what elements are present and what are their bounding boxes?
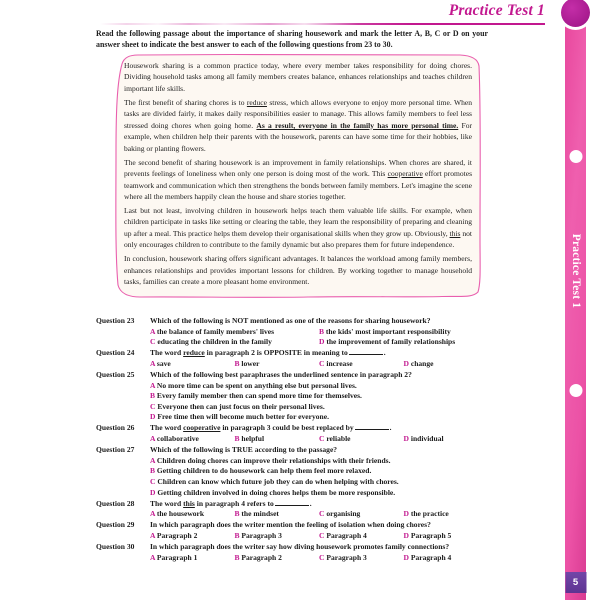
question-run: The word [150, 348, 184, 358]
options-column [96, 381, 488, 423]
answer-option[interactable] [150, 327, 319, 338]
options-column [96, 456, 488, 498]
option-text: helpful [241, 434, 265, 444]
option-letter: C [150, 401, 158, 411]
answer-option[interactable] [319, 553, 404, 564]
option-text: Free time then will become much better for everyone. [157, 412, 329, 422]
question-keyword: this [183, 498, 195, 508]
option-letter: B [234, 434, 242, 444]
option-letter: C [319, 509, 327, 519]
passage-run: Housework sharing is a common practice today, where every member takes responsibility for doing chores. Dividing household tasks among all family members creates balance, enhances relationships and teaches children important life skills. [124, 61, 472, 93]
option-text: educating the children in the family [157, 337, 272, 347]
answer-option[interactable] [404, 509, 489, 520]
tab-dot-upper [569, 150, 582, 163]
option-text: Paragraph 4 [410, 552, 452, 562]
answer-blank [355, 423, 389, 430]
option-letter: A [150, 358, 157, 368]
option-letter: B [150, 466, 157, 476]
answer-option[interactable] [404, 531, 489, 542]
option-letter: B [234, 358, 242, 368]
passage-text [124, 60, 472, 290]
answer-option[interactable] [150, 509, 235, 520]
option-text: reliable [326, 434, 351, 444]
question-number: Question 28 [96, 498, 135, 508]
page-title: Practice Test 1 [448, 2, 545, 19]
reading-passage-box [112, 52, 484, 302]
answer-blank [349, 348, 383, 355]
passage-run: For example, when children help their parents with the housework, parents can have some time for their hobbies, like baking or planting flowers. [124, 120, 473, 153]
answer-option[interactable] [319, 327, 488, 338]
answer-option[interactable] [150, 531, 235, 542]
question-number: Question 29 [96, 520, 135, 530]
passage-paragraph [124, 157, 472, 203]
option-text: organising [326, 509, 361, 519]
option-letter: A [150, 326, 157, 336]
answer-option[interactable] [319, 337, 488, 348]
option-text: the mindset [241, 509, 279, 519]
question-run: . [383, 348, 386, 358]
option-letter: C [319, 358, 327, 368]
answer-option[interactable] [150, 477, 488, 488]
question-block [96, 520, 488, 541]
passage-emphasis: As a result, everyone in the family has more personal time. [256, 120, 459, 130]
answer-option[interactable] [404, 434, 489, 445]
page-number: 5 [565, 572, 586, 593]
option-text: Paragraph 3 [326, 552, 367, 562]
question-head [96, 370, 488, 381]
option-text: Children doing chores can improve their relationships with their friends. [156, 455, 391, 465]
question-run: in paragraph 2 is OPPOSITE in meaning to [204, 348, 348, 358]
passage-paragraph [124, 253, 472, 287]
option-letter: D [150, 487, 158, 497]
option-letter: D [403, 509, 411, 519]
option-letter: B [234, 552, 242, 562]
question-run: In which paragraph does the writer say how diving housework promotes family connections? [150, 541, 450, 551]
question-block [96, 445, 488, 498]
option-letter: D [403, 552, 411, 562]
options-row [96, 359, 488, 370]
option-letter: C [150, 337, 158, 347]
question-number: Question 25 [96, 369, 135, 379]
question-run: Which of the following is NOT mentioned as one of the reasons for sharing housework? [150, 316, 431, 325]
question-run: . [309, 498, 312, 508]
option-text: Everyone then can just focus on their personal lives. [157, 401, 325, 411]
answer-option[interactable] [150, 434, 235, 445]
question-text [150, 542, 488, 553]
option-letter: A [150, 509, 157, 519]
passage-emphasis: cooperative [387, 169, 423, 179]
option-text: increase [326, 358, 353, 368]
passage-run: The second benefit of sharing housework is an improvement in family relationships. When chores are shared, it prevents feelings of loneliness when only one person is doing most of the work. This [124, 157, 472, 179]
passage-emphasis: this [449, 228, 461, 238]
question-keyword: reduce [183, 348, 205, 358]
option-letter: A [150, 380, 157, 390]
question-number: Question 24 [96, 348, 135, 358]
option-text: collaborative [156, 434, 199, 444]
option-text: the practice [410, 509, 449, 519]
passage-paragraph [124, 97, 472, 154]
option-text: change [410, 358, 434, 368]
question-text [150, 423, 488, 434]
question-number: Question 30 [96, 541, 135, 551]
option-text: individual [410, 434, 444, 444]
question-run: In which paragraph does the writer mention the feeling of isolation when doing chores? [150, 520, 431, 530]
tab-dot-lower [569, 384, 582, 397]
answer-option[interactable] [150, 402, 488, 413]
answer-option[interactable] [235, 434, 320, 445]
option-letter: B [234, 509, 242, 519]
option-letter: A [150, 434, 157, 444]
passage-run: The first benefit of sharing chores is to [124, 97, 247, 107]
option-letter: B [150, 391, 157, 401]
question-head [96, 348, 488, 359]
answer-option[interactable] [150, 488, 488, 499]
passage-run: stress, which allows everyone to enjoy more personal time. When tasks are divided fairly, it makes daily responsibilities easier to manage. This allows family members to feel less stressed doing chores when going home. [124, 97, 472, 130]
passage-run: In conclusion, housework sharing offers significant advantages. It balances the workload among family members, enhances relationships and provides important lessons for children. By working together to manage household tasks, families can create a more pleasant home environment. [124, 254, 472, 287]
question-head [96, 445, 488, 456]
option-letter: D [403, 530, 411, 540]
answer-option[interactable] [319, 509, 404, 520]
option-letter: A [150, 455, 157, 465]
option-text: Paragraph 5 [410, 530, 452, 540]
question-number: Question 26 [96, 423, 135, 433]
option-text: Getting children involved in doing chores helps them be more responsible. [157, 487, 396, 497]
option-text: Paragraph 2 [241, 552, 282, 562]
question-run: in paragraph 4 refers to [194, 498, 274, 508]
option-text: Paragraph 4 [326, 530, 367, 540]
option-text: lower [241, 358, 260, 368]
option-letter: C [150, 476, 158, 486]
question-run: . [389, 423, 392, 433]
answer-option[interactable] [404, 359, 489, 370]
question-text [150, 499, 488, 510]
question-block [96, 316, 488, 348]
options-row [96, 337, 488, 348]
option-text: Every family member then can spend more time for themselves. [156, 391, 362, 401]
option-text: save [156, 358, 171, 368]
answer-option[interactable] [150, 337, 319, 348]
options-row [96, 327, 488, 338]
header-divider [100, 23, 545, 25]
question-block [96, 348, 488, 369]
question-block [96, 542, 488, 563]
option-letter: D [403, 358, 411, 368]
question-text [150, 348, 488, 359]
question-run: Which of the following is TRUE according to the passage? [150, 445, 338, 455]
option-text: the kids' most important responsibility [325, 326, 451, 336]
options-row [96, 509, 488, 520]
question-run: The word [150, 423, 184, 433]
option-letter: D [319, 337, 327, 347]
answer-option[interactable] [319, 434, 404, 445]
question-head [96, 542, 488, 553]
question-head [96, 423, 488, 434]
option-letter: A [150, 530, 157, 540]
passage-run: Last but not least, involving children in housework helps teach them valuable life skills. For example, when children participate in tasks like setting or clearing the table, they learn the responsibility of preparing and cleaning up after a meal. This practice helps them develop their organisational skills when they grow up. Obviously, [124, 205, 472, 238]
option-letter: C [319, 552, 327, 562]
answer-option[interactable] [150, 456, 488, 467]
question-run: in paragraph 3 could be best replaced by [220, 423, 354, 433]
option-letter: B [319, 326, 326, 336]
side-tab [565, 10, 586, 600]
question-number: Question 27 [96, 445, 135, 455]
side-tab-label: Practice Test 1 [569, 233, 582, 309]
options-row [96, 553, 488, 564]
question-text [150, 520, 488, 531]
option-text: Getting children to do housework can help them feel more relaxed. [156, 466, 372, 476]
option-letter: C [319, 434, 327, 444]
answer-option[interactable] [150, 466, 488, 477]
option-letter: A [150, 552, 157, 562]
page-header [95, 2, 545, 26]
answer-option[interactable] [235, 509, 320, 520]
option-letter: B [234, 530, 242, 540]
question-block [96, 370, 488, 423]
answer-option[interactable] [150, 412, 488, 423]
question-block [96, 423, 488, 444]
answer-option[interactable] [235, 359, 320, 370]
question-head [96, 520, 488, 531]
option-text: the housework [156, 509, 205, 519]
option-text: Children can know which future job they can do when helping with chores. [157, 476, 399, 486]
instruction-text: Read the following passage about the importance of sharing housework and mark the letter A, B, C or D on your answer sheet to indicate the best answer to each of the following questions from 23 to 30. [96, 29, 488, 50]
answer-option[interactable] [150, 381, 488, 392]
question-run: The word [150, 498, 184, 508]
question-head [96, 499, 488, 510]
option-text: No more time can be spent on anything else but personal lives. [156, 380, 357, 390]
option-text: Paragraph 1 [156, 552, 198, 562]
passage-run: not only encourages children to contribute to the family dynamic but also prepares them for future independence. [124, 228, 473, 250]
option-text: the balance of family members' lives [156, 326, 275, 336]
question-number: Question 23 [96, 316, 135, 325]
answer-option[interactable] [235, 531, 320, 542]
question-text [150, 316, 488, 327]
answer-option[interactable] [150, 391, 488, 402]
question-text [150, 445, 488, 456]
passage-run: effort promotes teamwork and communication which then strengthens the bonds between family members. Let's imagine the scene where all the members happily clean the house and share stories together. [124, 169, 473, 201]
answer-option[interactable] [150, 553, 235, 564]
answer-option[interactable] [404, 553, 489, 564]
question-block [96, 499, 488, 520]
questions-list [96, 316, 488, 564]
option-text: the improvement of family relationships [326, 337, 456, 347]
question-keyword: cooperative [183, 423, 221, 433]
answer-option[interactable] [319, 531, 404, 542]
answer-blank [275, 499, 309, 506]
question-text [150, 370, 488, 381]
options-row [96, 531, 488, 542]
passage-paragraph [124, 60, 472, 94]
option-letter: D [403, 434, 411, 444]
option-letter: D [150, 412, 158, 422]
option-letter: C [319, 530, 327, 540]
answer-option[interactable] [319, 359, 404, 370]
passage-emphasis: reduce [246, 97, 267, 107]
passage-paragraph [124, 205, 472, 251]
answer-option[interactable] [150, 359, 235, 370]
question-head [96, 316, 488, 327]
option-text: Paragraph 2 [156, 530, 198, 540]
option-text: Paragraph 3 [241, 530, 282, 540]
question-run: Which of the following best paraphrases the underlined sentence in paragraph 2? [150, 369, 412, 379]
answer-option[interactable] [235, 553, 320, 564]
options-row [96, 434, 488, 445]
